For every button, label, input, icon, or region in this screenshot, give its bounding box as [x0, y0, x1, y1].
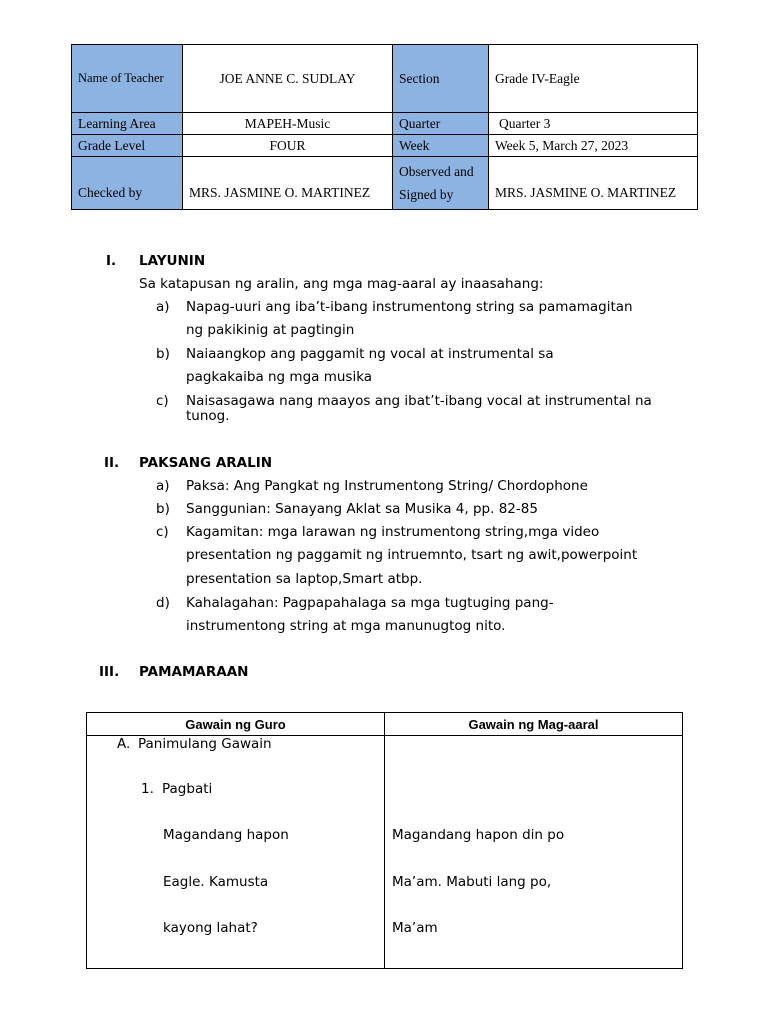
item-letter: c) [156, 524, 169, 540]
step-number: 1. [141, 781, 154, 797]
item-letter: b) [156, 346, 170, 362]
grade-level-value: FOUR [183, 135, 393, 157]
section-value: Grade IV-Eagle [489, 45, 698, 113]
checked-by-label: Checked by [72, 157, 183, 210]
lesson-info-table [71, 44, 698, 210]
item-text: Kagamitan: mga larawan ng instrumentong string,mga video [186, 524, 600, 540]
teacher-line: Eagle. Kamusta [163, 874, 269, 890]
teacher-value: JOE ANNE C. SUDLAY [183, 45, 393, 113]
item-text: pagkakaiba ng mga musika [186, 369, 373, 385]
learning-area-value: MAPEH-Music [183, 113, 393, 135]
student-line: Ma’am [392, 920, 438, 936]
section-title: PAKSANG ARALIN [139, 455, 273, 471]
learning-area-label: Learning Area [72, 113, 183, 135]
section-title: LAYUNIN [139, 253, 206, 269]
item-text: Kahalagahan: Pagpapahalaga sa mga tugtuging pang- [186, 595, 554, 611]
week-label: Week [393, 135, 489, 157]
observed-label [393, 157, 489, 210]
section-intro: Sa katapusan ng aralin, ang mga mag-aaral ay inaasahang: [139, 276, 544, 292]
quarter-label: Quarter [393, 113, 489, 135]
observed-value: MRS. JASMINE O. MARTINEZ [489, 157, 698, 210]
item-letter: a) [156, 299, 170, 315]
section-title: PAMAMARAAN [139, 664, 249, 680]
observed-label-line1: Observed and [399, 164, 474, 179]
item-text: instrumentong string at mga manunugtog nito. [186, 618, 506, 634]
teacher-line: Magandang hapon [163, 827, 289, 843]
item-text: tunog. [186, 408, 230, 424]
section-numeral: I. [106, 253, 117, 269]
teacher-label: Name of Teacher [72, 45, 183, 113]
grade-level-label: Grade Level [72, 135, 183, 157]
teacher-activity-cell [87, 736, 385, 969]
item-text: ng pakikinig at pagtingin [186, 322, 355, 338]
item-letter: d) [156, 595, 170, 611]
item-letter: a) [156, 478, 170, 494]
column-header-student: Gawain ng Mag-aaral [385, 713, 683, 736]
student-line: Ma’am. Mabuti lang po, [392, 874, 552, 890]
section-numeral: III. [99, 664, 120, 680]
item-text: Naiaangkop ang paggamit ng vocal at instrumental sa [186, 346, 554, 362]
step-title: Pagbati [162, 781, 213, 797]
item-text: Paksa: Ang Pangkat ng Instrumentong String/ Chordophone [186, 478, 588, 494]
part-title: Panimulang Gawain [138, 736, 272, 752]
part-letter: A. [117, 736, 131, 752]
procedure-table [86, 712, 683, 969]
item-text: Sanggunian: Sanayang Aklat sa Musika 4, pp. 82-85 [186, 501, 538, 517]
item-letter: b) [156, 501, 170, 517]
teacher-line: kayong lahat? [163, 920, 258, 936]
section-label: Section [393, 45, 489, 113]
item-text: presentation sa laptop,Smart atbp. [186, 571, 423, 587]
item-text: presentation ng paggamit ng intruemnto, tsart ng awit,powerpoint [186, 547, 638, 563]
student-line: Magandang hapon din po [392, 827, 565, 843]
item-text: Napag-uuri ang iba’t-ibang instrumentong string sa pamamagitan [186, 299, 633, 315]
quarter-value: Quarter 3 [489, 113, 698, 135]
student-activity-cell [385, 736, 683, 969]
item-text: Naisasagawa nang maayos ang ibat’t-ibang vocal at instrumental na [186, 393, 652, 409]
checked-by-value: MRS. JASMINE O. MARTINEZ [183, 157, 393, 210]
observed-label-line2: Signed by [399, 187, 454, 202]
section-numeral: II. [104, 455, 120, 471]
item-letter: c) [156, 393, 169, 409]
column-header-teacher: Gawain ng Guro [87, 713, 385, 736]
week-value: Week 5, March 27, 2023 [489, 135, 698, 157]
